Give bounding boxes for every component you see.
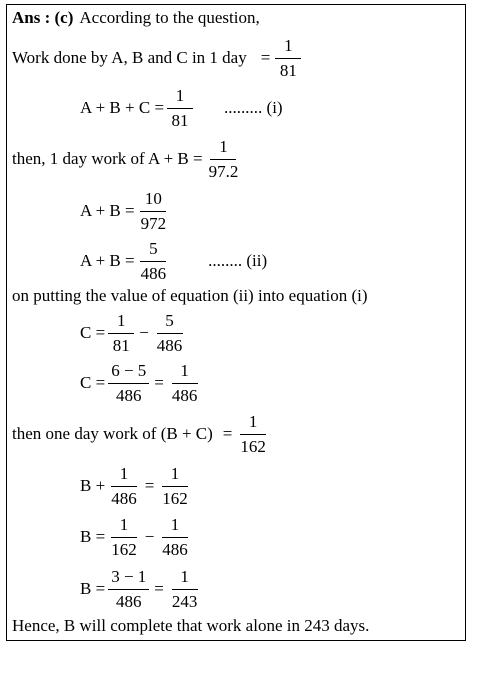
fraction: $\frac{5}{486}$ — [140, 238, 167, 283]
b-line-2: B = $\frac{1}{162}$ − $\frac{1}{486}$ — [80, 513, 194, 561]
b-line-3: B = $\frac{3 - 1}{486}$ = $\frac{1}{243}$ — [80, 565, 203, 613]
equals-sign: = — [260, 48, 271, 67]
fraction: $\frac{1}{97.2}$ — [208, 136, 239, 181]
fraction: $\frac{1}{81}$ — [108, 311, 134, 356]
equation-i: A + B + C = $\frac{1}{81}$ ......... (i) — [80, 85, 283, 130]
fraction: $\frac{1}{162}$ — [240, 411, 266, 456]
then-one-line: then one day work of (B + C) = $\frac{1}{162}$ — [12, 410, 272, 458]
fraction: $\frac{1}{486}$ — [111, 463, 137, 508]
fraction: $\frac{1}{486}$ — [162, 514, 188, 559]
answer-heading — [12, 8, 260, 28]
work-abc-line — [12, 34, 304, 82]
equation-ii: A + B = $\frac{5}{486}$ ........ (ii) — [80, 238, 268, 283]
answer-intro: According to the question, — [79, 8, 260, 27]
work-abc-text: Work done by A, B and C in 1 day — [12, 48, 247, 67]
conclusion-line: Hence, B will complete that work alone in 243 days. — [12, 616, 370, 635]
answer-label: Ans : (c) — [12, 8, 74, 27]
fraction: $\frac{1}{162}$ — [162, 463, 188, 508]
fraction: $\frac{3 - 1}{486}$ — [108, 567, 149, 612]
equation-tag: ......... (i) — [224, 98, 283, 117]
fraction: $\frac{6 - 5}{486}$ — [108, 361, 149, 406]
then-line: then, 1 day work of A + B = $\frac{1}{97.2}$ — [12, 135, 244, 183]
c-line-2: C = $\frac{6 - 5}{486}$ = $\frac{1}{486}$ — [80, 359, 203, 407]
c-line-1: C = $\frac{1}{81}$ − $\frac{5}{486}$ — [80, 309, 188, 357]
fraction: $\frac{5}{486}$ — [156, 310, 183, 355]
putting-line: on putting the value of equation (ii) into equation (i) — [12, 286, 368, 305]
fraction: $\frac{1}{162}$ — [111, 514, 137, 559]
fraction: $\frac{1}{81}$ — [167, 86, 193, 131]
b-line-1: B + $\frac{1}{486}$ = $\frac{1}{162}$ — [80, 462, 194, 510]
fraction: $\frac{1}{243}$ — [171, 566, 198, 611]
equation-tag: ........ (ii) — [208, 251, 268, 270]
fraction: $\frac{10}{972}$ — [140, 188, 167, 233]
ab-line-1: A + B = $\frac{10}{972}$ — [80, 187, 172, 235]
fraction: $\frac{1}{486}$ — [171, 360, 198, 405]
fraction: $\frac{1}{81}$ — [275, 36, 301, 81]
